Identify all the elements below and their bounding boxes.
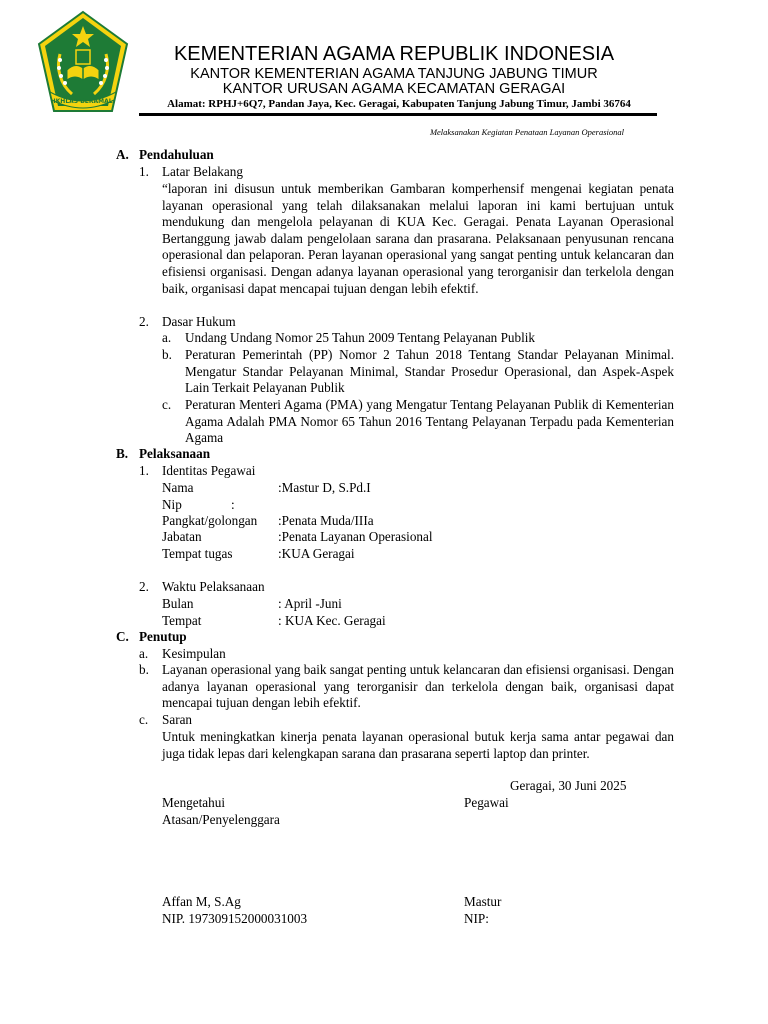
section-b-title: Pelaksanaan [139,446,211,461]
identity-label: Jabatan [162,529,202,544]
item-c-b-marker: b. [139,662,149,677]
header-divider [139,113,657,116]
svg-text:IKHLAS BERAMAL: IKHLAS BERAMAL [53,98,113,105]
left-signer-role: Atasan/Penyelenggara [162,812,280,827]
item-c-c-marker: c. [139,712,149,727]
background-paragraph: “laporan ini disusun untuk memberikan Gambaran komperhensif mengenai kegiatan penata layanan operasional yang telah dilaksanakan melalui laporan ini kami bertujuan untuk mendukung dan mengelola pelayanan di KUA Kec. Geragai. Penata Layanan Operasional Bertanggung jawab dalam pengelolaan sarana dan prasarana. Pelaksanaan penyusunan rencana operasional dan pelaporan. Peran layanan operasional yang sangat penting untuk kelancaran dan efisiensi organisasi. Dengan adanya layanan operasional yang terorganisir dan terkelola dengan baik, organisasi dapat mencapai tujuan dengan lebih efektif. [162,181,674,296]
item-b1-marker: 1. [139,463,149,478]
item-b2-title: Waktu Pelaksanaan [162,579,265,594]
item-a2-marker: 2. [139,314,149,329]
document-subtitle: Melaksanakan Kegiatan Penataan Layanan Operasional [429,127,624,137]
item-a2-title: Dasar Hukum [162,314,236,329]
item-c-a-marker: a. [139,646,149,661]
identity-value: :Penata Layanan Operasional [278,529,433,544]
section-c-marker: C. [116,629,129,644]
suggestion-paragraph: Untuk meningkatkan kinerja penata layanan operasional butuk kerja sama antar pegawai dan juga tidak lepas dari kelengkapan sarana dan prasarana seperti laptop dan printer. [162,729,674,761]
left-signer-name: Affan M, S.Ag [162,894,241,909]
legal-item-marker: b. [162,347,172,362]
identity-label: Tempat tugas [162,546,233,561]
place-date: Geragai, 30 Juni 2025 [510,778,627,793]
section-a-marker: A. [116,147,129,162]
item-a1-title: Latar Belakang [162,164,243,179]
identity-value: :Mastur D, S.Pd.I [278,480,371,495]
schedule-label: Bulan [162,596,194,611]
item-a1-marker: 1. [139,164,149,179]
left-signer-nip: NIP. 197309152000031003 [162,911,308,926]
legal-item-text: Undang Undang Nomor 25 Tahun 2009 Tentang Pelayanan Publik [185,330,536,345]
right-signer-nip: NIP: [464,911,489,926]
office-address: Alamat: RPHJ+6Q7, Pandan Jaya, Kec. Geragai, Kabupaten Tanjung Jabung Timur, Jambi 36764 [167,98,631,110]
left-signer-heading: Mengetahui [162,795,225,810]
identity-value: :Penata Muda/IIIa [278,513,374,528]
identity-label: Pangkat/golongan [162,513,258,528]
schedule-value: : KUA Kec. Geragai [278,613,386,628]
right-signer-heading: Pegawai [464,795,509,810]
schedule-label: Tempat [162,613,202,628]
conclusion-paragraph: Layanan operasional yang baik sangat penting untuk kelancaran dan efisiensi organisasi. Dengan adanya layanan operasional yang terorganisir dan terkelola dengan baik, organisasi dapat mencapai tujuan dengan lebih efektif. [162,662,674,711]
section-b-marker: B. [116,446,129,461]
item-b2-marker: 2. [139,579,149,594]
item-b1-title: Identitas Pegawai [162,463,256,478]
legal-item-marker: c. [162,397,172,412]
suggestion-title: Saran [162,712,193,727]
identity-label: Nama [162,480,194,495]
section-c-title: Penutup [139,629,187,644]
ministry-title: KEMENTERIAN AGAMA REPUBLIK INDONESIA [173,43,615,65]
identity-value: : [231,497,235,512]
legal-item-marker: a. [162,330,172,345]
right-signer-name: Mastur [464,894,502,909]
legal-item-text: Peraturan Menteri Agama (PMA) yang Mengatur Tentang Pelayanan Publik di Kementerian Agama Adalah PMA Nomor 65 Tahun 2016 Tentang Pelayanan Terpadu pada Kementerian Agama [185,397,674,446]
identity-value: :KUA Geragai [278,546,355,561]
identity-label: Nip [162,497,182,512]
office-name: KANTOR KEMENTERIAN AGAMA TANJUNG JABUNG TIMUR [190,66,598,82]
sub-office-name: KANTOR URUSAN AGAMA KECAMATAN GERAGAI [222,81,566,97]
schedule-value: : April -Juni [278,596,342,611]
section-a-title: Pendahuluan [139,147,214,162]
legal-item-text: Peraturan Pemerintah (PP) Nomor 2 Tahun 2018 Tentang Standar Pelayanan Minimal. Mengatur Standar Pelayanan Minimal, Standar Prosedur Operasional, dan Aspek-Aspek Lain Terkait Pelayanan Publik [185,347,674,396]
conclusion-title: Kesimpulan [162,646,226,661]
